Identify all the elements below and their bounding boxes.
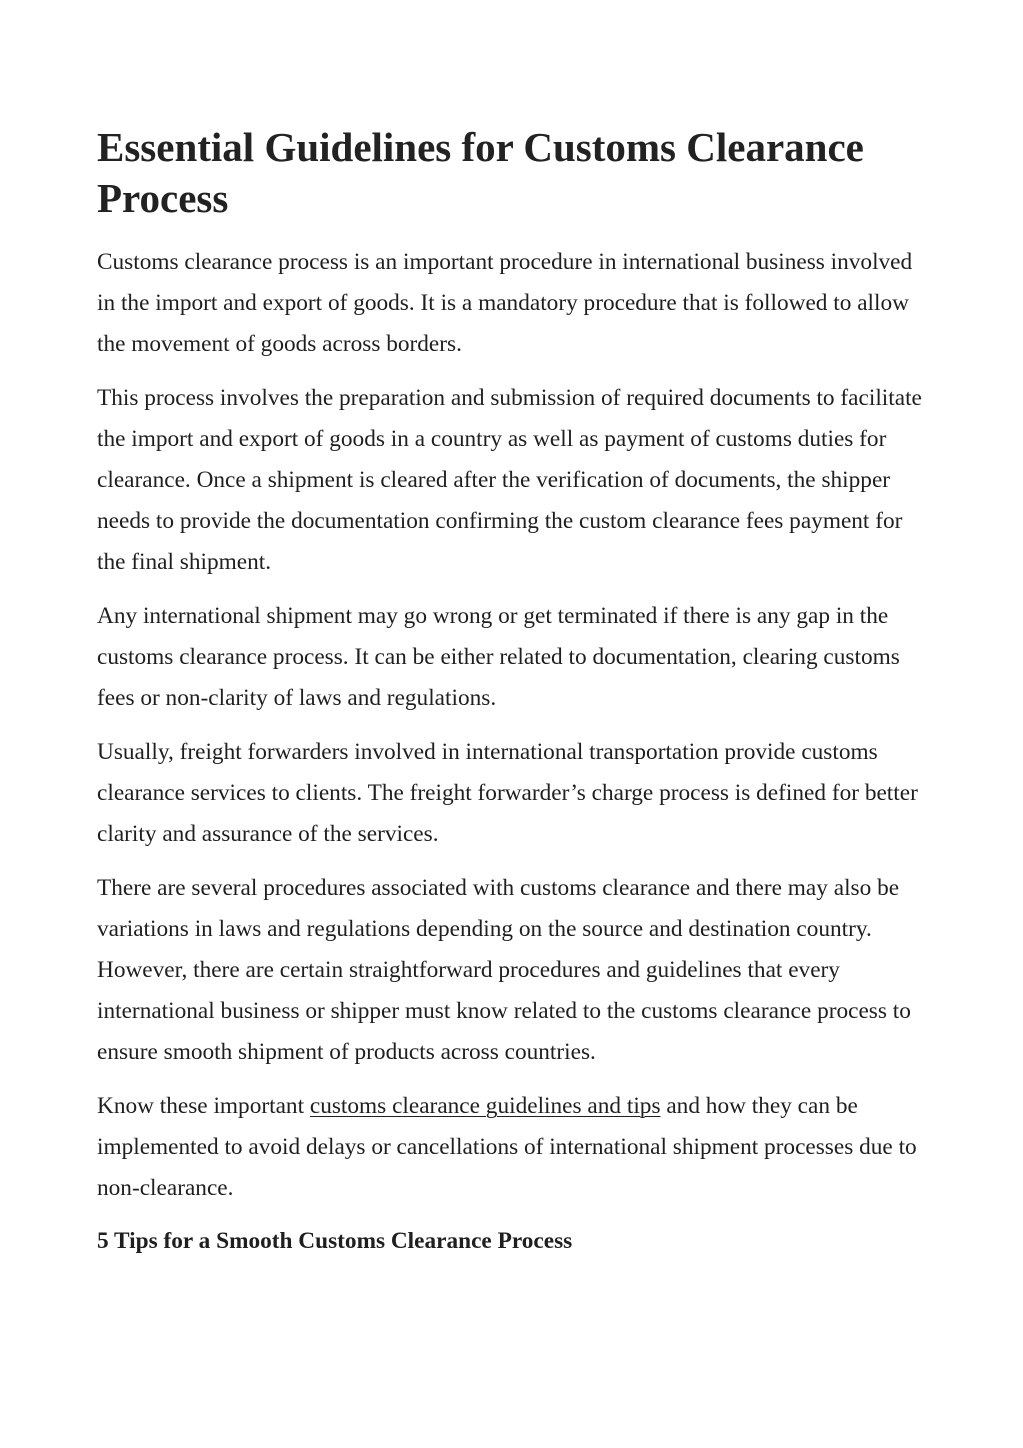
paragraph-process: This process involves the preparation and submission of required documents to facilitate the import and export of goods in a country as well as payment of customs duties for clearance. Once a shipment is cleared after the verification of documents, the shipper needs to provide the documentation confirming the custom clearance fees payment for the final shipment. (97, 385, 922, 575)
document-page (97, 122, 933, 1262)
paragraph-procedures: There are several procedures associated with customs clearance and there may also be variations in laws and regulations depending on the source and destination country. However, there are certain straightforward procedures and guidelines that every international business or shipper must know related to the customs clearance process to ensure smooth shipment of products across countries. (97, 875, 911, 1065)
link-paragraph-after: and how they can be implemented to avoid delays or cancellations of international shipment processes due to non-clearance. (97, 1093, 917, 1201)
paragraph-intro: Customs clearance process is an important procedure in international business involved in the import and export of goods. It is a mandatory procedure that is followed to allow the movement of goods across borders. (97, 249, 913, 357)
paragraph-guidelines-link (97, 1086, 933, 1209)
paragraph-freight-forwarders: Usually, freight forwarders involved in international transportation provide customs clearance services to clients. The freight forwarder’s charge process is defined for better clarity and assurance of the services. (97, 739, 918, 847)
paragraph-risks: Any international shipment may go wrong or get terminated if there is any gap in the customs clearance process. It can be either related to documentation, clearing customs fees or non-clarity of laws and regulations. (97, 603, 900, 711)
guidelines-tips-link[interactable]: customs clearance guidelines and tips (309, 1093, 661, 1119)
page-title: Essential Guidelines for Customs Clearance Process (97, 124, 864, 221)
link-paragraph-before: Know these important (97, 1093, 310, 1119)
section-heading-tips: 5 Tips for a Smooth Customs Clearance Process (97, 1228, 573, 1254)
